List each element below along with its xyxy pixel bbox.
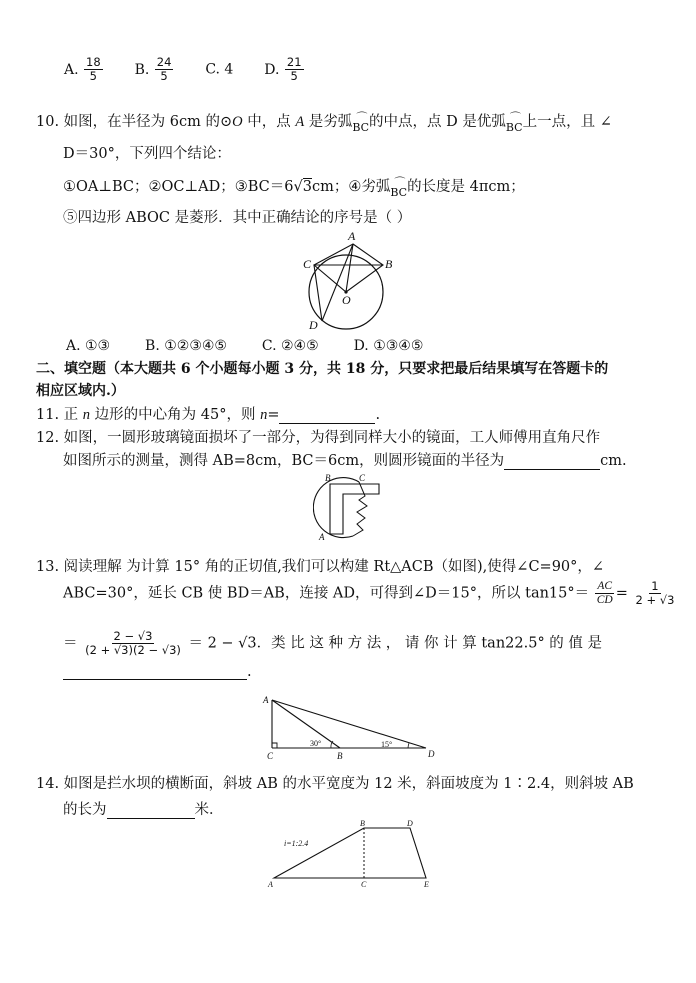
q13-line4: . (63, 664, 252, 680)
fig10-label-o: O (342, 293, 351, 307)
q13-answer-blank[interactable] (63, 665, 247, 680)
q9-option-d[interactable]: D. $\frac{21}{5}$ (264, 55, 302, 83)
q10-line1: 10. 如图，在半径为 6cm 的⊙O 中，点 A 是劣弧 $_{⌒ BC}$的中点，点 D 是优弧 $_{⌒ BC}$上一点，且 ∠ (36, 111, 612, 134)
q9-option-c[interactable]: C. 4 (205, 61, 234, 78)
fig14-label-a: A (268, 880, 273, 889)
fig13-label-d: D (428, 749, 435, 759)
q12-mirror-figure (313, 470, 393, 542)
fig13-label-a: A (263, 695, 269, 705)
q10-statement5: ⑤四边形 ABOC 是菱形．其中正确结论的序号是（ ） (63, 210, 412, 226)
q9-options (64, 56, 305, 83)
fig13-label-c: C (267, 751, 274, 761)
q13-triangle-figure (258, 690, 443, 762)
fig13-label-b: B (337, 751, 343, 761)
q10-option-c[interactable]: C. ②④⑤ (261, 338, 319, 354)
fig10-label-c: C (303, 257, 312, 271)
q14-answer-blank[interactable] (107, 804, 195, 819)
fig14-label-e: E (424, 880, 429, 889)
q10-circle-figure (296, 228, 406, 333)
fig14-label-d: D (407, 819, 413, 828)
q10-statements: ①OA⊥BC；②OC⊥AD；③BC＝6√3cm；④劣弧 $_{⌒ BC}$的长度是 4πcm； (63, 176, 525, 199)
fig12-label-c: C (359, 473, 366, 483)
q10-option-b[interactable]: B. ①②③④⑤ (145, 338, 227, 354)
q12-line1: 12. 如图，一圆形玻璃镜面损坏了一部分，为得到同样大小的镜面，工人师傅用直角尺作 (36, 430, 601, 446)
section2-heading-line1: 二、填空题（本大题共 6 个小题每小题 3 分，共 18 分，只要求把最后结果填写在答题卡的 (36, 361, 609, 377)
q13-line2: ABC=30°，延长 CB 使 BD＝AB，连接 AD，可得到∠D＝15°，所以 tan15°＝ $\frac{AC}{CD}$ = $\frac{1}{2 + √3}$ (63, 579, 675, 607)
arc-bc-3: ⌒ BC (390, 176, 408, 199)
fig13-angle-30: 30° (310, 739, 322, 748)
q9-option-b[interactable]: B. $\frac{24}{5}$ (134, 55, 172, 83)
arc-bc-1: ⌒ BC (352, 111, 370, 134)
q14-line2: 的长为 米． (63, 802, 224, 818)
section2-heading-line2: 相应区域内.） (36, 383, 125, 399)
q12-answer-blank[interactable] (504, 455, 600, 470)
fig12-label-a: A (319, 532, 325, 542)
q14-dam-figure (262, 818, 437, 890)
q11-answer-blank[interactable] (279, 409, 375, 424)
q9-option-a[interactable]: A. $\frac{18}{5}$ (64, 55, 101, 83)
q10-line2: D＝30°，下列四个结论： (63, 146, 231, 162)
fig14-label-c: C (361, 880, 367, 889)
fig12-label-b: B (325, 473, 331, 483)
q13-line1: 13. 阅读理解 为计算 15° 角的正切值,我们可以构建 Rt△ACB（如图),使得∠C=90°，∠ (36, 559, 605, 575)
q12-line2: 如图所示的测量，测得 AB=8cm，BC＝6cm，则圆形镜面的半径为 cm. (63, 453, 627, 469)
arc-bc-2: ⌒ BC (505, 111, 523, 134)
q14-line1: 14. 如图是拦水坝的横断面，斜坡 AB 的水平宽度为 12 米，斜面坡度为 1∶2.4，则斜坡 AB (36, 776, 634, 792)
q10-option-a[interactable]: A. ①③ (66, 338, 111, 354)
q13-line3: ＝ $\frac{2 - √3}{(2 + √3)(2 - √3)}$ ＝ 2 − √3．类 比 这 种 方 法 ， 请 你 计 算 tan22.5° 的 值 是 (63, 629, 603, 657)
fig13-angle-15: 15° (381, 740, 393, 749)
fig14-slope-label: i=1:2.4 (284, 839, 309, 848)
q10-options (66, 338, 423, 354)
fig10-label-b: B (385, 257, 393, 271)
q10-option-d[interactable]: D. ①③④⑤ (353, 338, 424, 354)
q11: 11. 正 n 边形的中心角为 45°，则 n= . (36, 407, 381, 423)
fig10-label-a: A (348, 229, 356, 243)
fig10-label-d: D (309, 318, 318, 332)
fig14-label-b: B (360, 819, 365, 828)
